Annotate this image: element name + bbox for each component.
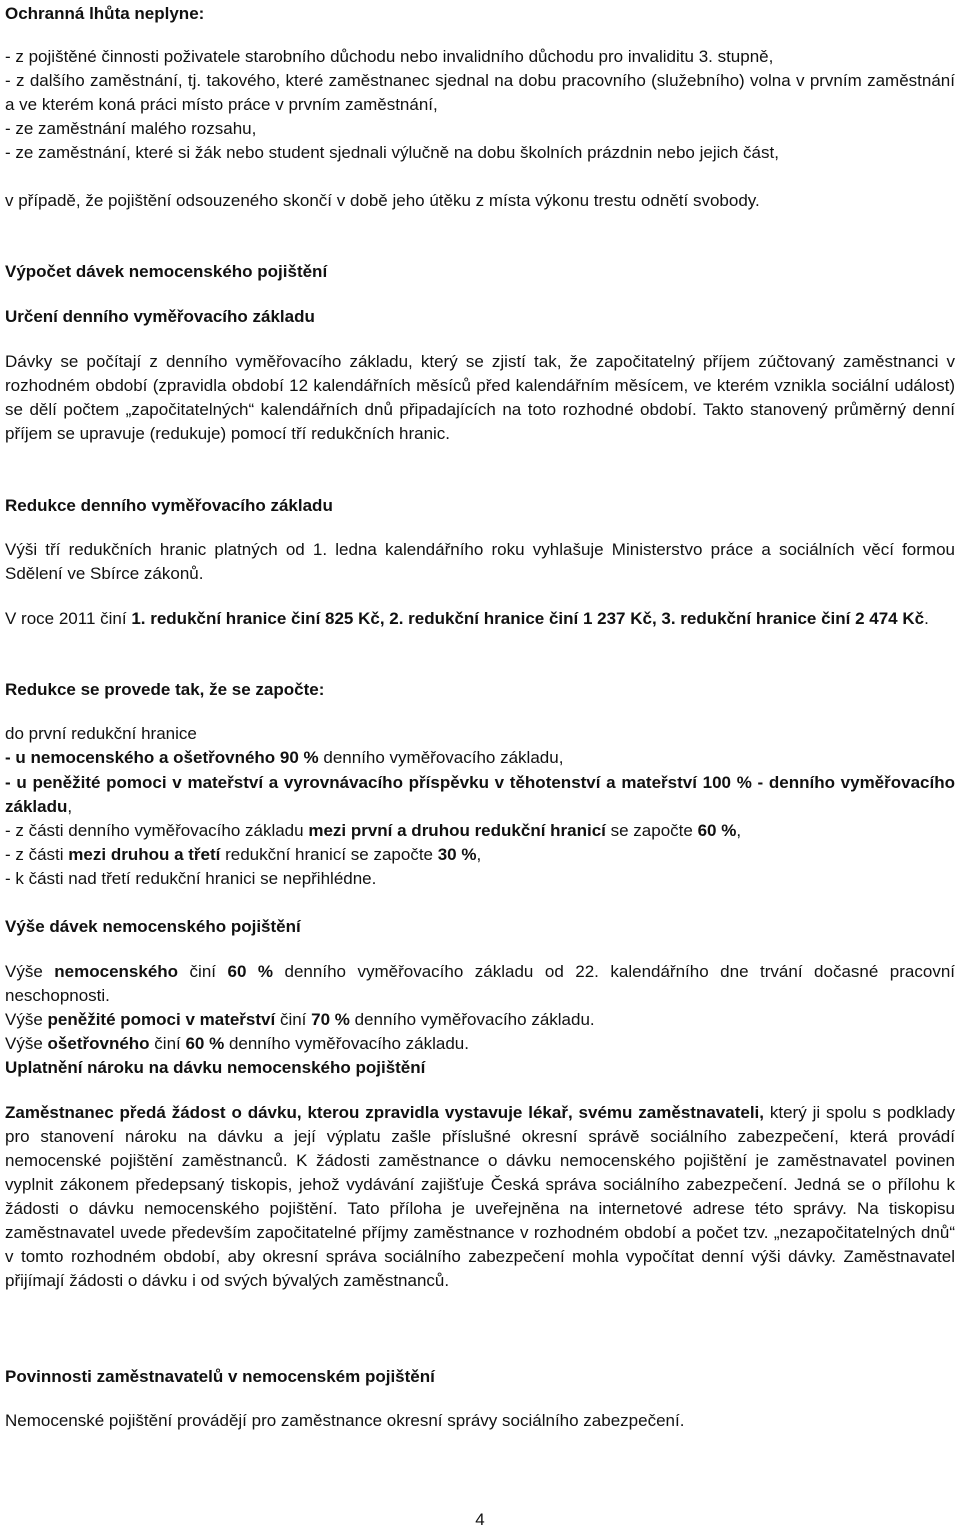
text: redukční hranicí se započte [220,845,438,864]
text: denního vyměřovacího základu od 22. kalendářního dne trvání dočasné pracovní neschopnosti. [5,962,956,1005]
text: , [476,845,482,864]
text: , [736,821,742,840]
text: - z části denního vyměřovacího základu [5,821,309,840]
paragraph-davky: Dávky se počítají z denního vyměřovacího základu, který se zjistí tak, že započitatelný příjem zúčtovaný zaměstnanci v rozhodném období (zpravidla období 12 kalendářních měsíců před kalendářním měsícem, ve kterém vznikla sociální událost) se dělí počtem „započitatelných“ kalendářních dnů připadajících na toto rozhodné období. Takto stanovený průměrný denní příjem se upravuje (redukuje) pomocí tří redukčních hranic. [5,352,955,443]
line-nemocenske [5,746,955,770]
list-item: - z pojištěné činnosti poživatele starobního důchodu nebo invalidního důchodu pro invaliditu 3. stupně, [5,47,774,66]
text: V roce 2011 činí [5,609,132,628]
text-bold: 70 % [311,1010,350,1029]
heading-ochranna-lhuta: Ochranná lhůta neplyne: [5,4,205,23]
text-bold: 30 % [437,845,477,864]
text-bold: 60 % [227,962,274,981]
text-bold: Zaměstnanec předá žádost o dávku, kterou zpravidla vystavuje lékař, svému zaměstnavateli, [5,1103,764,1122]
subheading-urceni-zakladu: Určení denního vyměřovacího základu [5,307,315,326]
list-item: - ze zaměstnání malého rozsahu, [5,119,257,138]
text-bold: mezi první a druhou redukční hranicí [308,821,606,840]
text: , [67,797,73,816]
heading-uplatneni-naroku: Uplatnění nároku na dávku nemocenského pojištění [5,1058,426,1077]
text-bold: mezi druhou a třetí [68,845,221,864]
text: - z části [5,845,69,864]
text: který ji spolu s podklady pro stanovení nároku na dávku a její výplatu zašle příslušné okresní správě sociálního zabezpečení, která provádí nemocenské pojištění zaměstnanců. K žádosti zaměstnance o dávku nemocenského pojištění je zaměstnavatel povinen vyplnit zákonem předepsaný tiskopis, jehož vydávání zajišťuje Česká správa sociálního zabezpečení. Jedná se o přílohu k žádosti o dávku nemocenského pojištění. Tato příloha je uveřejněna na internetové adrese této správy. Na tiskopisu zaměstnavatel uvede především započitatelné příjmy zaměstnance v rozhodném období a počet tzv. „nezapočitatelných dnů“ v tomto rozhodném období, aby okresní správa sociálního zabezpečení mohla vypočítat denní výši dávky. Zaměstnavatel přijímají žádosti o dávku i od svých bývalých zaměstnanců. [5,1103,955,1290]
text-bold: 60 % [185,1034,225,1053]
line-penezita-pomoc [5,771,955,819]
list-item: v případě, že pojištění odsouzeného skončí v době jeho útěku z místa výkonu trestu odnětí svobody. [5,191,760,210]
text-bold: - u nemocenského a ošetřovného 90 % [5,748,319,767]
paragraph-uplatneni [5,1101,955,1293]
heading-vyse-davek: Výše dávek nemocenského pojištění [5,917,301,936]
paragraph-vyse-penezite-pomoci [5,1008,955,1032]
text: Výše [5,1010,48,1029]
heading-povinnosti: Povinnosti zaměstnavatelů v nemocenském pojištění [5,1367,435,1386]
text-bold: peněžité pomoci v mateřství [47,1010,276,1029]
line-mezi-druhou-treti [5,843,955,867]
text: denního vyměřovacího základu, [318,748,564,767]
text: se započte [605,821,698,840]
text: činí [275,1010,312,1029]
text-bold: nemocenského [54,962,179,981]
text-bold: 60 % [697,821,737,840]
line-do-prvni-hranice: do první redukční hranice [5,724,197,743]
text: Výše [5,962,55,981]
text: Výše [5,1034,48,1053]
text: denního vyměřovacího základu. [224,1034,469,1053]
list-item: - z dalšího zaměstnání, tj. takového, které zaměstnanec sjednal na dobu pracovního (služebního) volna v prvním zaměstnání a ve kterém koná práci místo práce v prvním zaměstnání, [5,71,955,114]
line-nad-treti: - k části nad třetí redukční hranici se nepřihlédne. [5,869,377,888]
line-mezi-prvni-druhou [5,819,955,843]
paragraph-vyse-nemocenskeho [5,960,955,1008]
paragraph-vyse-osetrovneho [5,1032,955,1056]
heading-redukce-zakladu: Redukce denního vyměřovacího základu [5,496,333,515]
text-bold: ošetřovného [47,1034,150,1053]
text-bold: 1. redukční hranice činí 825 Kč, 2. redukční hranice činí 1 237 Kč, 3. redukční hranice činí 2 474 Kč [131,609,925,628]
text: činí [149,1034,186,1053]
heading-redukce-se-provede: Redukce se provede tak, že se započte: [5,680,325,699]
text-bold: - u peněžité pomoci v mateřství a vyrovnávacího příspěvku v těhotenství a mateřství 100 % - denního vyměřovacího základu [5,773,955,816]
paragraph-redukcni-hranice: Výši tří redukčních hranic platných od 1. ledna kalendářního roku vyhlašuje Ministerstvo práce a sociálních věcí formou Sdělení ve Sbírce zákonů. [5,540,955,583]
heading-vypocet-davek: Výpočet dávek nemocenského pojištění [5,262,328,281]
page-number: 4 [475,1510,485,1529]
list-item: - ze zaměstnání, které si žák nebo student sjednali výlučně na dobu školních prázdnin nebo jejich část, [5,143,779,162]
paragraph-hranice-2011 [5,607,955,631]
text: . [924,609,929,628]
paragraph-povinnosti: Nemocenské pojištění provádějí pro zaměstnance okresní správy sociálního zabezpečení. [5,1411,685,1430]
text: činí [178,962,228,981]
text: denního vyměřovacího základu. [349,1010,595,1029]
